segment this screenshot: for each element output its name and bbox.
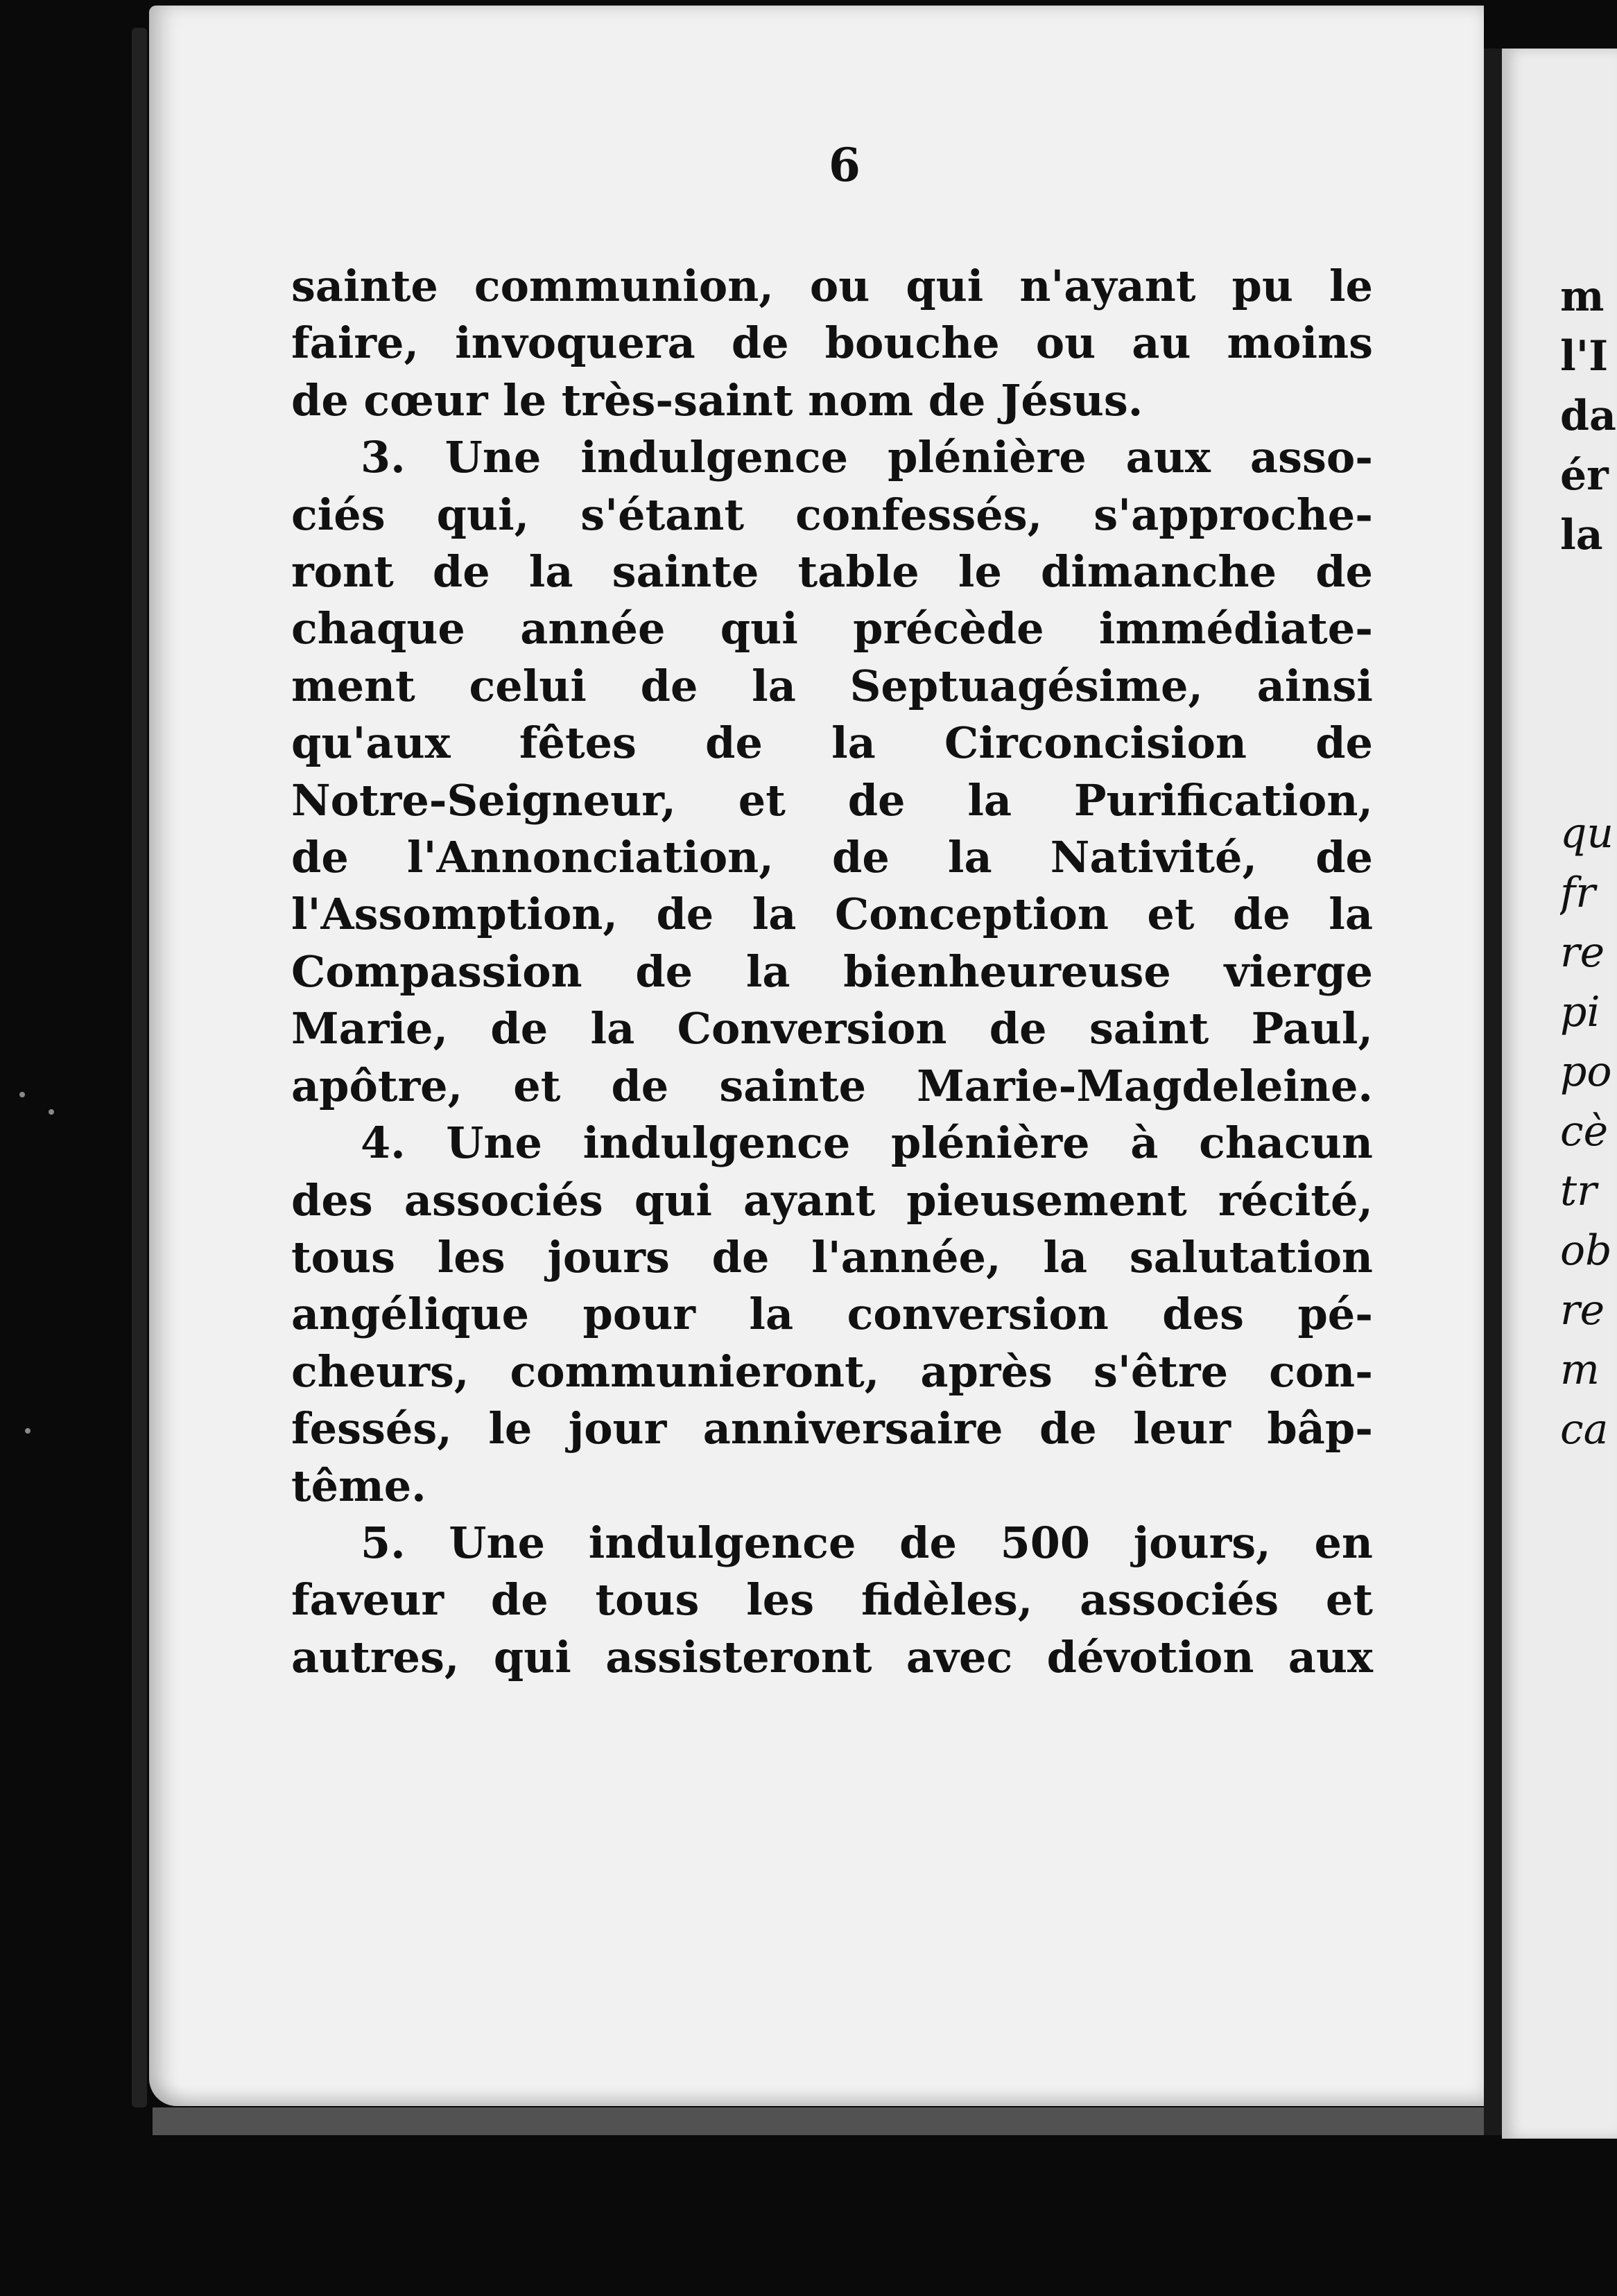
facing-line: re — [1560, 1286, 1605, 1334]
text-line: faveur de tous les fidèles, associés et — [291, 1574, 1373, 1626]
text-line: de l'Annonciation, de la Nativité, de — [291, 832, 1373, 883]
scan-speck — [25, 1428, 31, 1434]
text-line: qu'aux fêtes de la Circoncision de — [291, 718, 1373, 769]
facing-line: po — [1560, 1047, 1612, 1096]
facing-line — [1560, 684, 1617, 744]
facing-line — [1560, 625, 1617, 684]
facing-line: re — [1560, 928, 1605, 977]
facing-line: qu — [1560, 809, 1614, 858]
facing-line — [1560, 565, 1617, 625]
facing-line — [1560, 744, 1617, 803]
text-line: tême. — [291, 1460, 426, 1511]
facing-line: ob — [1560, 1226, 1612, 1275]
text-line: fessés, le jour anniversaire de leur bâp- — [291, 1403, 1373, 1454]
facing-line: ca — [1560, 1405, 1609, 1454]
facing-line: l'I — [1560, 332, 1609, 381]
text-line: de cœur le très-saint nom de Jésus. — [291, 374, 1143, 426]
facing-line: cè — [1560, 1107, 1609, 1156]
page-number: 6 — [829, 138, 861, 192]
text-line: sainte communion, ou qui n'ayant pu le — [291, 261, 1373, 311]
text-line: ciés qui, s'étant confessés, s'approche- — [291, 489, 1373, 540]
text-line: ront de la sainte table le dimanche de — [291, 546, 1373, 598]
facing-page-text — [1560, 267, 1617, 1459]
scan-speck — [19, 1092, 25, 1097]
facing-line: pi — [1560, 988, 1600, 1036]
facing-line: m — [1560, 272, 1605, 321]
facing-line: la — [1560, 511, 1603, 559]
page-bottom-edge — [153, 2107, 1484, 2135]
text-line: ment celui de la Septuagésime, ainsi — [291, 660, 1373, 711]
facing-line: ér — [1560, 451, 1609, 500]
facing-line: m — [1560, 1346, 1600, 1394]
text-line: Marie, de la Conversion de saint Paul, — [291, 1003, 1373, 1054]
text-line: l'Assomption, de la Conception et de la — [291, 889, 1373, 940]
text-line: tous les jours de l'année, la salutation — [291, 1231, 1373, 1282]
text-line: Compassion de la bienheureuse vierge — [291, 946, 1373, 997]
text-line: autres, qui assisteront avec dévotion aux — [291, 1631, 1373, 1682]
text-line: faire, invoquera de bouche ou au moins — [291, 318, 1373, 369]
text-line: Notre-Seigneur, et de la Purification, — [291, 774, 1373, 826]
scan-speck — [49, 1109, 54, 1115]
text-line: chaque année qui précède immédiate- — [291, 603, 1373, 654]
text-line: apôtre, et de sainte Marie-Magdeleine. — [291, 1060, 1373, 1111]
book-gutter — [1484, 49, 1502, 2135]
text-line: angélique pour la conversion des pé- — [291, 1289, 1373, 1340]
text-line: des associés qui ayant pieusement récité, — [291, 1174, 1373, 1226]
text-line: 3. Une indulgence plénière aux asso- — [361, 432, 1373, 483]
facing-line: tr — [1560, 1167, 1597, 1215]
facing-line: fr — [1560, 869, 1596, 917]
page-left-edge — [132, 28, 147, 2107]
text-line: 5. Une indulgence de 500 jours, en — [361, 1517, 1373, 1568]
facing-line: da — [1560, 392, 1616, 440]
body-text — [291, 258, 1373, 1686]
text-line: cheurs, communieront, après s'être con- — [291, 1346, 1373, 1397]
text-line: 4. Une indulgence plénière à chacun — [361, 1117, 1373, 1169]
